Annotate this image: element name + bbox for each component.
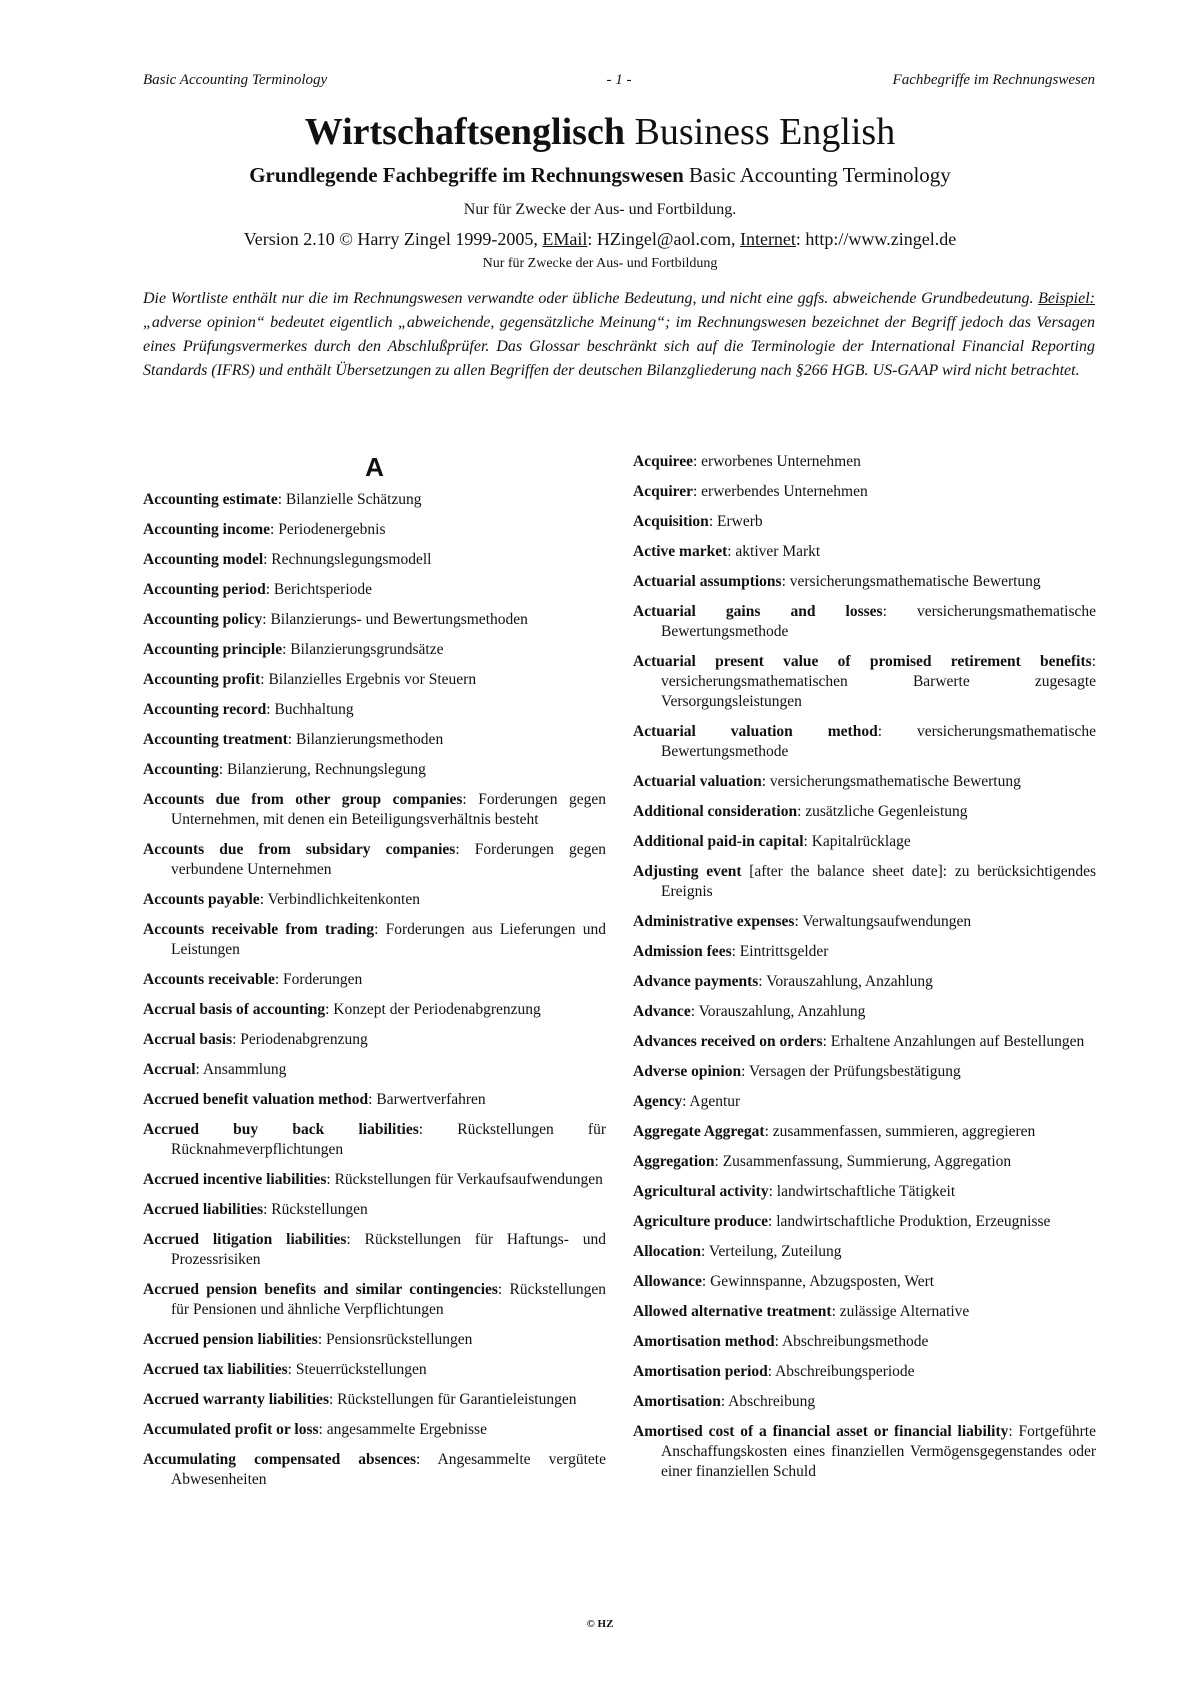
glossary-term: Actuarial present value of promised retirement benefits xyxy=(633,653,1092,670)
glossary-definition: : versicherungsmathematische Bewertungsmethode xyxy=(661,723,1096,760)
glossary-definition: : Ansammlung xyxy=(195,1061,287,1078)
internet-value: : http://www.zingel.de xyxy=(795,229,957,249)
glossary-definition: : landwirtschaftliche Tätigkeit xyxy=(768,1183,956,1200)
glossary-term: Accounting treatment xyxy=(143,731,288,748)
glossary-definition: : Vorauszahlung, Anzahlung xyxy=(758,973,933,990)
glossary-term: Accounting estimate xyxy=(143,491,278,508)
glossary-definition: : Forderungen aus Lieferungen und Leistungen xyxy=(171,921,606,958)
glossary-term: Accounting record xyxy=(143,701,267,718)
glossary-entry xyxy=(633,972,1096,992)
glossary-entry xyxy=(633,722,1096,762)
glossary-definition: : versicherungsmathematische Bewertungsmethode xyxy=(661,603,1096,640)
glossary-entry xyxy=(143,1090,606,1110)
glossary-entry xyxy=(143,730,606,750)
glossary-definition: : erwerbendes Unternehmen xyxy=(692,483,868,500)
left-entry-list xyxy=(143,490,606,1490)
page-number: - 1 - xyxy=(606,72,632,88)
glossary-entry xyxy=(143,790,606,830)
glossary-term: Advances received on orders xyxy=(633,1033,823,1050)
glossary-term: Accrued tax liabilities xyxy=(143,1361,288,1378)
glossary-term: Advance payments xyxy=(633,973,759,990)
glossary-definition: : Bilanzierungsgrundsätze xyxy=(282,641,444,658)
glossary-term: Accrued buy back liabilities xyxy=(143,1121,419,1138)
glossary-entry xyxy=(143,550,606,570)
glossary-entry xyxy=(633,482,1096,502)
glossary-entry xyxy=(633,512,1096,532)
glossary-term: Accounts receivable xyxy=(143,971,275,988)
glossary-definition: : Periodenabgrenzung xyxy=(232,1031,368,1048)
glossary-entry xyxy=(143,1330,606,1350)
glossary-definition: : Angesammelte vergütete Abwesenheiten xyxy=(171,1451,606,1488)
glossary-definition: : Fortgeführte Anschaffungskosten eines finanziellen Vermögensgegenstandes oder einer finanziellen Schuld xyxy=(661,1423,1096,1480)
glossary-entry xyxy=(143,920,606,960)
running-header xyxy=(143,72,1095,92)
glossary-entry xyxy=(143,760,606,780)
glossary-definition: : Rückstellungen xyxy=(263,1201,368,1218)
glossary-entry xyxy=(143,1120,606,1160)
glossary-definition: : Erwerb xyxy=(708,513,763,530)
header-right: Fachbegriffe im Rechnungswesen xyxy=(892,72,1095,88)
glossary-definition: : zusätzliche Gegenleistung xyxy=(797,803,968,820)
glossary-term: Accrued incentive liabilities xyxy=(143,1171,327,1188)
glossary-definition: : Gewinnspanne, Abzugsposten, Wert xyxy=(701,1273,935,1290)
glossary-definition: : Zusammenfassung, Summierung, Aggregation xyxy=(714,1153,1012,1170)
glossary-definition: : zusammenfassen, summieren, aggregieren xyxy=(764,1123,1036,1140)
glossary-definition: : Bilanzierungsmethoden xyxy=(287,731,444,748)
glossary-entry xyxy=(143,670,606,690)
right-entry-list xyxy=(633,452,1096,1482)
glossary-entry xyxy=(633,1122,1096,1142)
glossary-term: Allowed alternative treatment xyxy=(633,1303,832,1320)
glossary-definition: : Rückstellungen für Haftungs- und Prozessrisiken xyxy=(171,1231,606,1268)
glossary-entry xyxy=(633,862,1096,902)
glossary-entry xyxy=(143,840,606,880)
glossary-term: Accounting principle xyxy=(143,641,283,658)
glossary-definition: : Versagen der Prüfungsbestätigung xyxy=(741,1063,961,1080)
glossary-term: Aggregation xyxy=(633,1153,715,1170)
glossary-entry xyxy=(143,1170,606,1190)
glossary-term: Active market xyxy=(633,543,728,560)
glossary-definition: : erworbenes Unternehmen xyxy=(692,453,861,470)
glossary-definition: : Abschreibungsperiode xyxy=(767,1363,915,1380)
glossary-definition: : Verwaltungsaufwendungen xyxy=(794,913,972,930)
glossary-definition: : Rechnungslegungsmodell xyxy=(263,551,432,568)
glossary-definition: : Rückstellungen für Verkaufsaufwendungen xyxy=(326,1171,603,1188)
glossary-term: Allowance xyxy=(633,1273,702,1290)
glossary-term: Accrued litigation liabilities xyxy=(143,1231,347,1248)
internet-label: Internet xyxy=(739,229,796,249)
glossary-term: Adjusting event xyxy=(633,863,742,880)
glossary-term: Actuarial gains and losses xyxy=(633,603,883,620)
title-bold: Wirtschaftsenglisch xyxy=(304,111,625,153)
glossary-term: Amortisation period xyxy=(633,1363,768,1380)
glossary-term: Accounting profit xyxy=(143,671,261,688)
glossary-entry xyxy=(633,1212,1096,1232)
glossary-definition: : Periodenergebnis xyxy=(270,521,386,538)
glossary-term: Accrual xyxy=(143,1061,196,1078)
glossary-entry xyxy=(633,602,1096,642)
info-line-3: Nur für Zwecke der Aus- und Fortbildung xyxy=(482,256,718,271)
intro-paragraph xyxy=(143,287,1095,383)
glossary-term: Additional paid-in capital xyxy=(633,833,804,850)
glossary-definition: : Verbindlichkeitenkonten xyxy=(259,891,420,908)
glossary-term: Aggregate Aggregat xyxy=(633,1123,765,1140)
glossary-term: Additional consideration xyxy=(633,803,798,820)
glossary-term: Accrued warranty liabilities xyxy=(143,1391,329,1408)
glossary-entry xyxy=(143,890,606,910)
glossary-term: Accounting xyxy=(143,761,219,778)
glossary-entry xyxy=(633,1272,1096,1292)
glossary-entry xyxy=(143,700,606,720)
glossary-term: Accrued liabilities xyxy=(143,1201,264,1218)
glossary-definition: : Rückstellungen für Pensionen und ähnliche Verpflichtungen xyxy=(171,1281,606,1318)
glossary-definition: : Buchhaltung xyxy=(266,701,354,718)
glossary-entry xyxy=(143,1390,606,1410)
glossary-entry xyxy=(633,1062,1096,1082)
glossary-definition: : Abschreibung xyxy=(720,1393,816,1410)
glossary-entry xyxy=(143,1230,606,1270)
glossary-entry xyxy=(633,1032,1096,1052)
glossary-term: Acquirer xyxy=(633,483,693,500)
glossary-entry xyxy=(143,1420,606,1440)
glossary-term: Actuarial assumptions xyxy=(633,573,782,590)
email-label: EMail xyxy=(542,229,588,249)
version-line xyxy=(0,228,1200,250)
glossary-term: Amortisation method xyxy=(633,1333,775,1350)
glossary-definition: : zulässige Alternative xyxy=(831,1303,970,1320)
glossary-entry xyxy=(633,1182,1096,1202)
glossary-entry xyxy=(633,912,1096,932)
glossary-term: Allocation xyxy=(633,1243,702,1260)
glossary-entry xyxy=(633,1422,1096,1482)
page-title xyxy=(0,110,1200,154)
glossary-term: Accrual basis xyxy=(143,1031,233,1048)
email-value: : HZingel@aol.com, xyxy=(587,229,740,249)
glossary-definition: [after the balance sheet date]: zu berücksichtigendes Ereignis xyxy=(661,863,1096,900)
glossary-entry xyxy=(633,652,1096,712)
glossary-entry xyxy=(633,772,1096,792)
glossary-term: Accrued pension liabilities xyxy=(143,1331,318,1348)
header-left: Basic Accounting Terminology xyxy=(143,72,328,88)
glossary-entry xyxy=(143,1280,606,1320)
glossary-term: Acquiree xyxy=(633,453,693,470)
section-letter-heading: A xyxy=(365,452,384,482)
glossary-definition: : Kapitalrücklage xyxy=(803,833,911,850)
glossary-term: Agency xyxy=(633,1093,683,1110)
glossary-definition: : Bilanzielle Schätzung xyxy=(277,491,422,508)
glossary-entry xyxy=(633,1332,1096,1352)
glossary-entry xyxy=(633,942,1096,962)
glossary-definition: : Barwertverfahren xyxy=(368,1091,486,1108)
glossary-definition: : Bilanzielles Ergebnis vor Steuern xyxy=(260,671,477,688)
glossary-entry xyxy=(633,1152,1096,1172)
glossary-term: Accounts due from other group companies xyxy=(143,791,463,808)
glossary-definition: : Erhaltene Anzahlungen auf Bestellungen xyxy=(822,1033,1085,1050)
glossary-definition: : Berichtsperiode xyxy=(265,581,373,598)
glossary-definition: : Rückstellungen für Garantieleistungen xyxy=(328,1391,577,1408)
glossary-definition: : aktiver Markt xyxy=(727,543,821,560)
glossary-term: Agricultural activity xyxy=(633,1183,769,1200)
glossary-term: Accounting period xyxy=(143,581,266,598)
subtitle-normal: Basic Accounting Terminology xyxy=(689,163,951,187)
glossary-term: Accounts due from subsidary companies xyxy=(143,841,456,858)
glossary-definition: : versicherungsmathematische Bewertung xyxy=(761,773,1021,790)
glossary-definition: : Vorauszahlung, Anzahlung xyxy=(690,1003,866,1020)
intro-part-2: „adverse opinion“ bedeutet eigentlich „abweichende, gegensätzliche Meinung“; im Rechnungswesen bezeichnet der Begriff jedoch das Versagen eines Prüfungsvermerkes durch den Abschlußprüfer. Das Glossar beschränkt sich auf die Terminologie der International Financial Reporting Standards (IFRS) und enthält Übersetzungen zu allen Begriffen der deutschen Bilanzgliederung nach §266 HGB. US-GAAP wird nicht betrachtet. xyxy=(143,314,1095,379)
intro-part-1: Die Wortliste enthält nur die im Rechnungswesen verwandte oder übliche Bedeutung, und nicht eine ggfs. abweichende Grundbedeutung. xyxy=(143,290,1039,307)
glossary-definition: : Pensionsrückstellungen xyxy=(317,1331,473,1348)
glossary-term: Accrual basis of accounting xyxy=(143,1001,326,1018)
glossary-term: Accounts receivable from trading xyxy=(143,921,375,938)
info-line-1: Nur für Zwecke der Aus- und Fortbildung. xyxy=(463,201,737,218)
glossary-entry xyxy=(143,490,606,510)
right-column xyxy=(633,452,1096,1492)
glossary-definition: : Abschreibungsmethode xyxy=(774,1333,929,1350)
glossary-term: Administrative expenses xyxy=(633,913,795,930)
glossary-entry xyxy=(143,640,606,660)
glossary-term: Accrued benefit valuation method xyxy=(143,1091,369,1108)
glossary-entry xyxy=(143,1060,606,1080)
glossary-definition: : Forderungen gegen Unternehmen, mit denen ein Beteiligungsverhältnis besteht xyxy=(171,791,606,828)
glossary-definition: : Bilanzierungs- und Bewertungsmethoden xyxy=(262,611,528,628)
glossary-definition: : versicherungsmathematische Bewertung xyxy=(781,573,1041,590)
glossary-definition: : Steuerrückstellungen xyxy=(287,1361,427,1378)
glossary-entry xyxy=(633,802,1096,822)
example-label: Beispiel: xyxy=(1038,290,1095,307)
glossary-definition: : angesammelte Ergebnisse xyxy=(318,1421,487,1438)
glossary-term: Amortisation xyxy=(633,1393,721,1410)
glossary-term: Advance xyxy=(633,1003,691,1020)
glossary-entry xyxy=(143,1360,606,1380)
glossary-entry xyxy=(143,970,606,990)
glossary-definition: : Agentur xyxy=(682,1093,741,1110)
glossary-definition: : Eintrittsgelder xyxy=(731,943,829,960)
glossary-term: Accumulating compensated absences xyxy=(143,1451,416,1468)
glossary-entry xyxy=(633,1092,1096,1112)
glossary-entry xyxy=(633,572,1096,592)
glossary-entry xyxy=(633,1002,1096,1022)
glossary-term: Accrued pension benefits and similar contingencies xyxy=(143,1281,498,1298)
glossary-term: Accounting income xyxy=(143,521,271,538)
glossary-term: Actuarial valuation xyxy=(633,773,762,790)
glossary-term: Accounts payable xyxy=(143,891,260,908)
glossary-definition: : Forderungen gegen verbundene Unternehmen xyxy=(171,841,606,878)
glossary-definition: : Bilanzierung, Rechnungslegung xyxy=(218,761,426,778)
page-subtitle xyxy=(0,162,1200,188)
title-normal: Business English xyxy=(634,111,896,153)
glossary-entry xyxy=(143,1000,606,1020)
glossary-term: Admission fees xyxy=(633,943,732,960)
glossary-entry xyxy=(143,520,606,540)
glossary-definition: : Rückstellungen für Rücknahmeverpflichtungen xyxy=(171,1121,606,1158)
glossary-term: Agriculture produce xyxy=(633,1213,769,1230)
glossary-definition: : Konzept der Periodenabgrenzung xyxy=(325,1001,541,1018)
subtitle-bold: Grundlegende Fachbegriffe im Rechnungswesen xyxy=(249,163,684,187)
left-column xyxy=(143,452,606,1500)
footer-copyright: © HZ xyxy=(586,1618,614,1630)
glossary-entry xyxy=(143,1450,606,1490)
glossary-entry xyxy=(633,542,1096,562)
version-text: Version 2.10 © Harry Zingel 1999-2005, xyxy=(243,229,543,249)
glossary-entry xyxy=(633,452,1096,472)
glossary-term: Adverse opinion xyxy=(633,1063,742,1080)
glossary-entry xyxy=(633,832,1096,852)
glossary-entry xyxy=(143,1030,606,1050)
glossary-definition: : Verteilung, Zuteilung xyxy=(701,1243,842,1260)
glossary-term: Accumulated profit or loss xyxy=(143,1421,319,1438)
glossary-definition: : Forderungen xyxy=(274,971,363,988)
glossary-term: Accounting policy xyxy=(143,611,263,628)
glossary-entry xyxy=(143,1200,606,1220)
glossary-definition: : landwirtschaftliche Produktion, Erzeugnisse xyxy=(768,1213,1051,1230)
glossary-entry xyxy=(143,610,606,630)
glossary-term: Acquisition xyxy=(633,513,709,530)
glossary-entry xyxy=(633,1362,1096,1382)
glossary-entry xyxy=(633,1302,1096,1322)
glossary-term: Actuarial valuation method xyxy=(633,723,878,740)
glossary-entry xyxy=(143,580,606,600)
glossary-term: Amortised cost of a financial asset or financial liability xyxy=(633,1423,1009,1440)
glossary-entry xyxy=(633,1242,1096,1262)
glossary-entry xyxy=(633,1392,1096,1412)
glossary-term: Accounting model xyxy=(143,551,264,568)
glossary-definition: : versicherungsmathematischen Barwerte zugesagte Versorgungsleistungen xyxy=(661,653,1096,710)
